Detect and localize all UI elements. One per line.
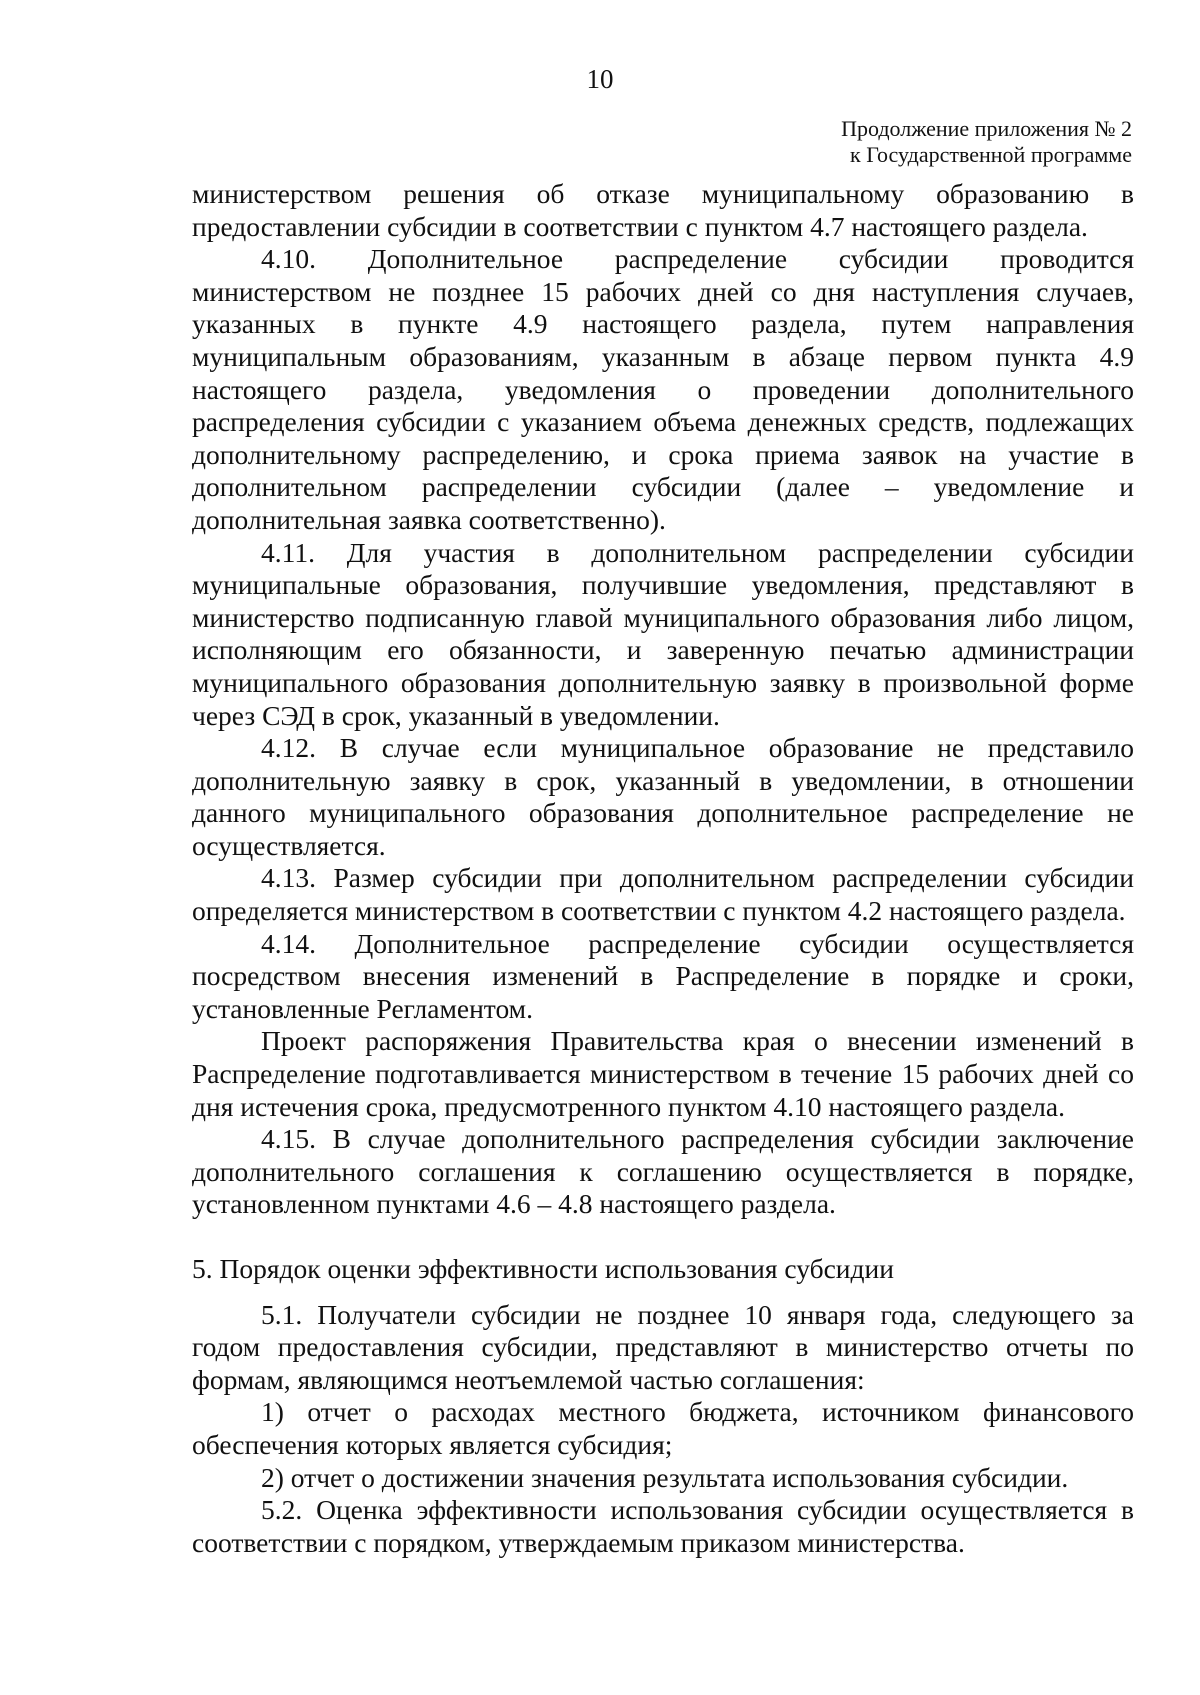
paragraph-project-order: Проект распоряжения Правительства края о внесении изменений в Распределение подготавливается министерством в течение 15 рабочих дней со дня истечения срока, предусмотренного пунктом 4.10 настоящего раздела. bbox=[192, 1025, 1134, 1122]
paragraph-continuation: министерством решения об отказе муниципальному образованию в предоставлении субсидии в соответствии с пунктом 4.7 настоящего раздела. bbox=[192, 178, 1134, 242]
appendix-header-line-2: к Государственной программе bbox=[850, 142, 1132, 167]
appendix-header-note bbox=[841, 116, 1132, 168]
paragraph-4-12: 4.12. В случае если муниципальное образование не представило дополнительную заявку в срок, указанный в уведомлении, в отношении данного муниципального образования дополнительное распределение не осуществляется. bbox=[192, 732, 1134, 861]
list-item-2: 2) отчет о достижении значения результата использования субсидии. bbox=[261, 1461, 1069, 1493]
section-5-heading: 5. Порядок оценки эффективности использования субсидии bbox=[192, 1253, 894, 1284]
list-item-1: 1) отчет о расходах местного бюджета, источником финансового обеспечения которых является субсидия; bbox=[192, 1396, 1134, 1460]
paragraph-5-1: 5.1. Получатели субсидии не позднее 10 января года, следующего за годом предоставления субсидии, представляют в министерство отчеты по формам, являющимся неотъемлемой частью соглашения: bbox=[192, 1298, 1134, 1395]
paragraph-4-15: 4.15. В случае дополнительного распределения субсидии заключение дополнительного соглашения к соглашению осуществляется в порядке, установленном пунктами 4.6 – 4.8 настоящего раздела. bbox=[192, 1123, 1134, 1220]
paragraph-4-13: 4.13. Размер субсидии при дополнительном распределении субсидии определяется министерством в соответствии с пунктом 4.2 настоящего раздела. bbox=[192, 862, 1134, 927]
paragraph-4-10: 4.10. Дополнительное распределение субсидии проводится министерством не позднее 15 рабочих дней со дня наступления случаев, указанных в пункте 4.9 настоящего раздела, путем направления муниципальным образованиям, указанным в абзаце первом пункта 4.9 настоящего раздела, уведомления о проведении дополнительного распределения субсидии с указанием объема денежных средств, подлежащих дополнительному распределению, и срока приема заявок на участие в дополнительном распределении субсидии (далее – уведомление и дополнительная заявка соответственно). bbox=[192, 243, 1134, 535]
page-number: 10 bbox=[586, 64, 614, 94]
paragraph-5-2: 5.2. Оценка эффективности использования субсидии осуществляется в соответствии с порядком, утверждаемым приказом министерства. bbox=[192, 1494, 1134, 1558]
paragraph-4-14: 4.14. Дополнительное распределение субсидии осуществляется посредством внесения изменений в Распределение в порядке и сроки, установленные Регламентом. bbox=[192, 927, 1134, 1024]
document-body bbox=[192, 178, 1134, 1559]
paragraph-4-11: 4.11. Для участия в дополнительном распределении субсидии муниципальные образования, получившие уведомления, представляют в министерство подписанную главой муниципального образования либо лицом, исполняющим его обязанности, и заверенную печатью администрации муниципального образования дополнительную заявку в произвольной форме через СЭД в срок, указанный в уведомлении. bbox=[192, 536, 1134, 731]
appendix-header-line-1: Продолжение приложения № 2 bbox=[841, 116, 1132, 141]
